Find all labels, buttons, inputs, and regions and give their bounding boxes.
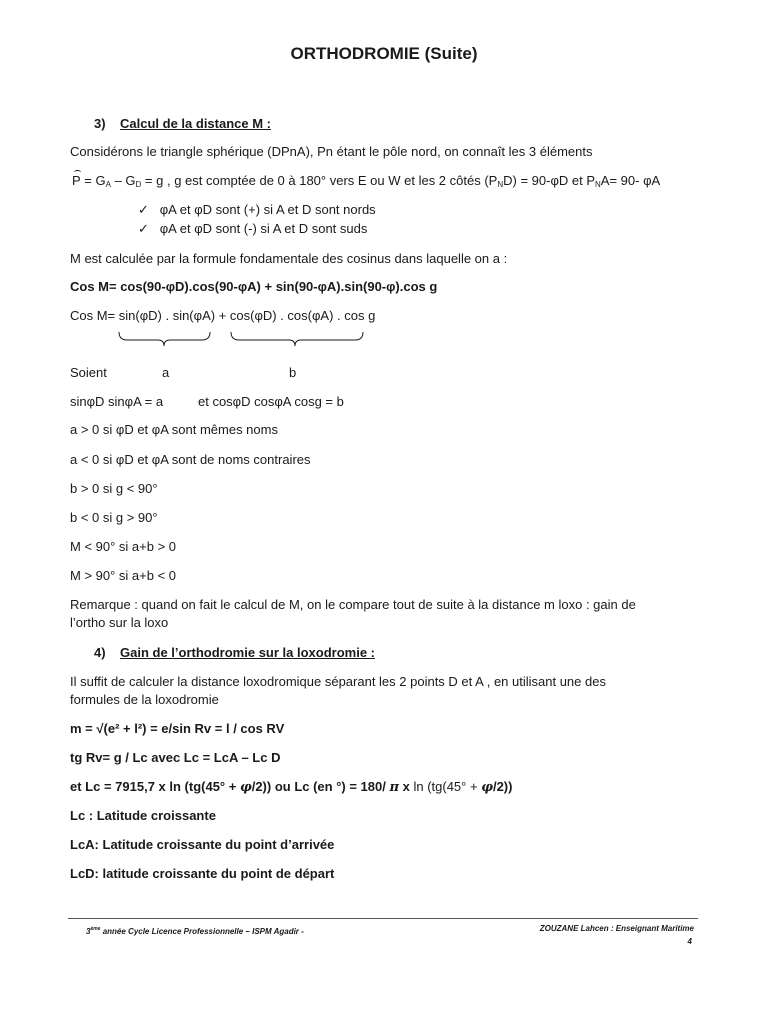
page-title: ORTHODROMIE (Suite) (290, 44, 478, 63)
angle-p: P (72, 173, 81, 188)
condition-line: a > 0 si φD et φA sont mêmes noms (70, 422, 278, 437)
condition-line: M < 90° si a+b > 0 (70, 539, 177, 554)
angle-eq: = G (80, 173, 106, 188)
definition-a: sinφD sinφA = a (70, 394, 164, 409)
formula-bold: Cos M= cos(90-φD).cos(90-φA) + sin(90-φA).sin(90-φ).cos g (70, 279, 438, 294)
section-3-number: 3) (94, 116, 106, 131)
footer-sup: ème (90, 926, 101, 932)
formula-intro: M est calculée par la formule fondamentale des cosinus dans laquelle on a : (70, 251, 508, 266)
formula-plain: Cos M= sin(φD) . sin(φA) + cos(φD) . cos(φA) . cos g (70, 308, 376, 323)
sub-d: D (135, 180, 142, 189)
condition-line: a < 0 si φD et φA sont de noms contraires (70, 452, 311, 467)
footer-author: ZOUZANE Lahcen : Enseignant Maritime (539, 924, 694, 933)
sub-a: A (105, 180, 111, 189)
section-3-heading (94, 116, 271, 132)
condition-line: M > 90° si a+b < 0 (70, 568, 177, 583)
check-icon: ✓ (138, 221, 149, 236)
lc-part: /2)) ou Lc (en °) = 180/ (251, 779, 390, 794)
lc-part: et Lc = 7915,7 x ln (tg(45° + (70, 779, 240, 794)
remark-line: l’ortho sur la loxo (70, 615, 169, 630)
check-text: φA et φD sont (-) si A et D sont suds (159, 221, 368, 236)
footer-left (86, 924, 304, 937)
section-3-title: Calcul de la distance M : (120, 116, 272, 131)
angle-line (72, 173, 660, 193)
angle-rest2: D) = 90-φD et P (503, 173, 596, 188)
section-4-title: Gain de l’orthodromie sur la loxodromie : (120, 645, 375, 660)
soient-label: Soient (70, 365, 107, 380)
definition-b: et cosφD cosφA cosg = b (198, 394, 344, 409)
underbrace-a (119, 332, 210, 346)
loxo-formula-m: m = √(e² + l²) = e/sin Rv = l / cos RV (70, 721, 285, 736)
condition-line: b > 0 si g < 90° (70, 481, 158, 496)
page-number: 4 (687, 937, 692, 946)
sub-n1: N (497, 180, 504, 189)
lc-part: ln (tg(45° + (413, 779, 482, 794)
pi-symbol: π (389, 780, 399, 795)
underbrace-b (231, 332, 363, 346)
angle-minus: – G (110, 173, 136, 188)
remark-line: Remarque : quand on fait le calcul de M, on le compare tout de suite à la distance m loxo : gain de (70, 597, 636, 612)
loxo-intro-line: Il suffit de calculer la distance loxodromique séparant les 2 points D et A , en utilisant une des (70, 674, 606, 689)
check-text: φA et φD sont (+) si A et D sont nords (159, 202, 376, 217)
section-4-heading (94, 645, 375, 661)
definition-lca: LcA: Latitude croissante du point d’arrivée (70, 837, 335, 852)
loxo-intro-line: formules de la loxodromie (70, 692, 219, 707)
check-item (138, 221, 367, 237)
footer-divider (68, 918, 698, 919)
phi-symbol: φ (239, 780, 252, 795)
loxo-formula-tg: tg Rv= g / Lc avec Lc = LcA – Lc D (70, 750, 281, 765)
soient-a: a (162, 365, 170, 380)
footer-course: année Cycle Licence Professionnelle – ISPM Agadir - (100, 927, 304, 936)
lc-part: x (399, 779, 414, 794)
soient-b: b (289, 365, 297, 380)
section-4-number: 4) (94, 645, 106, 660)
sub-n2: N (595, 180, 601, 189)
intro-text: Considérons le triangle sphérique (DPnA), Pn étant le pôle nord, on connaît les 3 éléments (70, 144, 593, 159)
footer-year: 3 (86, 927, 91, 936)
angle-rest3: A= 90- φA (600, 173, 661, 188)
lc-part: /2)) (492, 779, 513, 794)
condition-line: b < 0 si g > 90° (70, 510, 158, 525)
angle-rest: = g , g est comptée de 0 à 180° vers E ou W et les 2 côtés (P (141, 173, 498, 188)
underbrace-group (0, 330, 768, 354)
check-icon: ✓ (138, 202, 149, 217)
loxo-formula-lc (70, 779, 512, 796)
phi-symbol: φ (481, 780, 493, 795)
check-item (138, 202, 376, 218)
definition-lcd: LcD: latitude croissante du point de départ (70, 866, 335, 881)
definition-lc: Lc : Latitude croissante (70, 808, 216, 823)
